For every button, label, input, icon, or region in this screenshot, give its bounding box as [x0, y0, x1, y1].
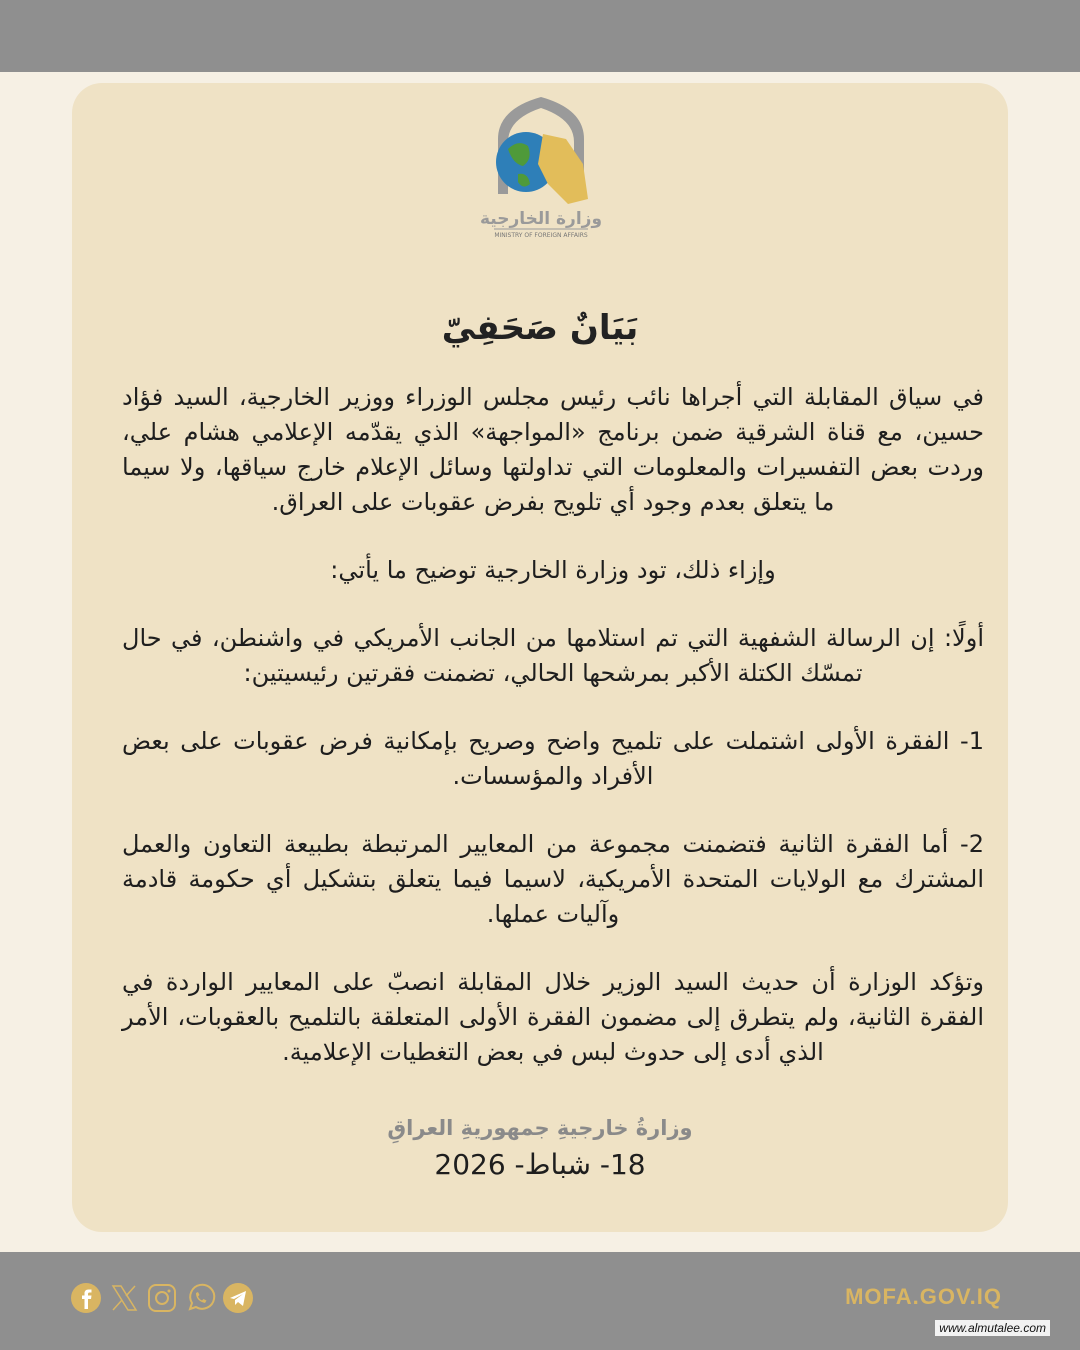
paragraph-clarification: وإزاء ذلك، تود وزارة الخارجية توضيح ما يأتي: [330, 556, 776, 584]
social-links [70, 1282, 254, 1314]
ministry-logo [479, 94, 603, 240]
top-bar [0, 0, 1080, 72]
facebook-icon[interactable] [70, 1282, 102, 1314]
logo-arabic-text: وزارة الخارجية [479, 209, 603, 229]
telegram-icon[interactable] [222, 1282, 254, 1314]
page-title: بَيَانٌ صَحَفِيّ [441, 308, 639, 348]
paragraph-point-2: 2- أما الفقرة الثانية فتضمنت مجموعة من المعايير المرتبطة بطبيعة التعاون والعمل المشترك مع الولايات المتحدة الأمريكية، لاسيما فيما يتعلق بتشكيل أي حكومة قادمة وآليات عملها. [122, 830, 984, 928]
whatsapp-icon[interactable] [184, 1282, 216, 1314]
signature: وزارةُ خارجيةِ جمهوريةِ العراقِ [387, 1116, 693, 1140]
paragraph-intro: في سياق المقابلة التي أجراها نائب رئيس مجلس الوزراء ووزير الخارجية، السيد فؤاد حسين، مع قناة الشرقية ضمن برنامج «المواجهة» الذي يقدّمه الإعلامي هشام علي، وردت بعض التفسيرات والمعلومات التي تداولتها وسائل الإعلام خارج سياقها، ولا سيما ما يتعلق بعدم وجود أي تلويح بفرض عقوبات على العراق. [122, 383, 984, 516]
paragraph-first: أولًا: إن الرسالة الشفهية التي تم استلامها من الجانب الأمريكي في واشنطن، في حال تمسّك الكتلة الأكبر بمرشحها الحالي، تضمنت فقرتين رئيسيتين: [122, 624, 984, 687]
logo-english-text: MINISTRY OF FOREIGN AFFAIRS [494, 232, 588, 239]
x-icon[interactable] [108, 1282, 140, 1314]
footer [0, 1252, 1080, 1350]
date: 18- شباط- 2026 [434, 1148, 646, 1181]
paragraph-point-1: 1- الفقرة الأولى اشتملت على تلميح واضح وصريح بإمكانية فرض عقوبات على بعض الأفراد والمؤسسات. [122, 727, 984, 790]
instagram-icon[interactable] [146, 1282, 178, 1314]
website-link[interactable]: MOFA.GOV.IQ [845, 1284, 1002, 1309]
statement-body [122, 380, 984, 1103]
watermark: www.almutalee.com [935, 1320, 1050, 1336]
paragraph-conclusion: وتؤكد الوزارة أن حديث السيد الوزير خلال المقابلة انصبّ على المعايير الواردة في الفقرة الثانية، ولم يتطرق إلى مضمون الفقرة الأولى المتعلقة بالتلميح بالعقوبات، الأمر الذي أدى إلى حدوث لبس في بعض التغطيات الإعلامية. [122, 968, 984, 1066]
